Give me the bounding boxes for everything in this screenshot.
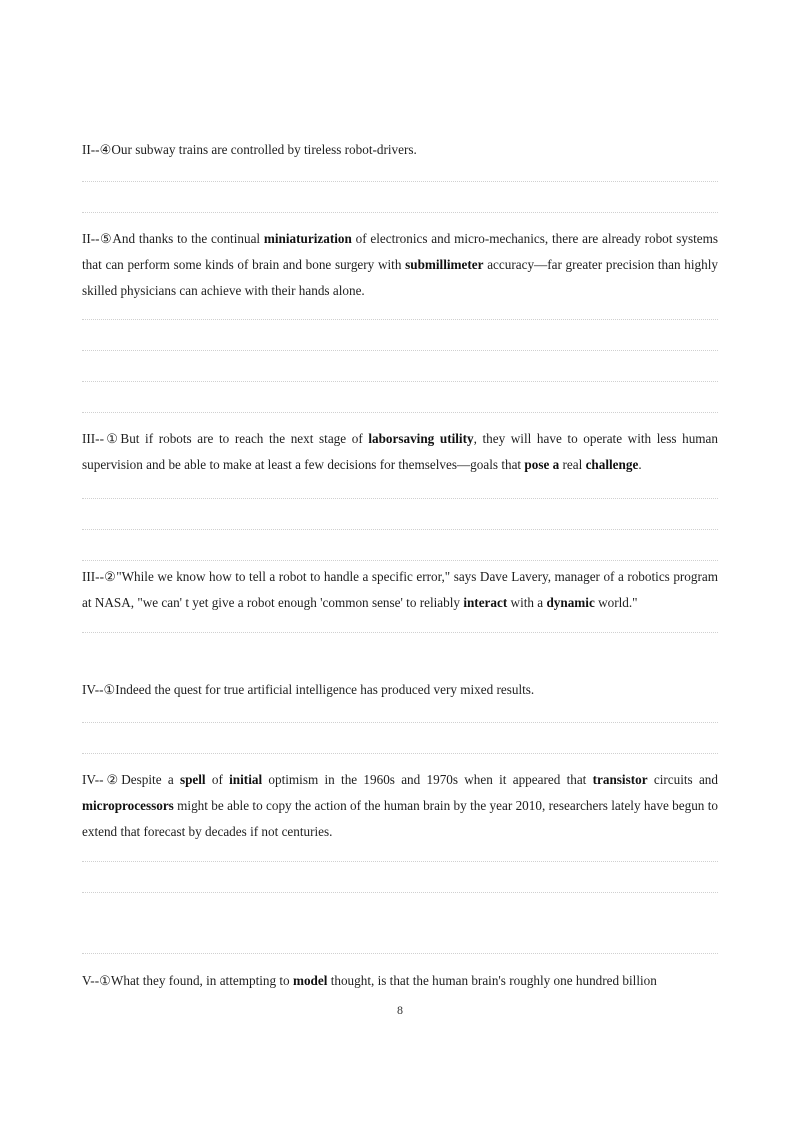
text-segment: V--①What they found, in attempting to — [82, 973, 293, 988]
answer-line — [82, 632, 718, 633]
text-segment: of electronics and micro-mechanics, there are already robot systems that can perform some kinds of brain and bone surgery with — [82, 231, 718, 272]
paragraph-III-1 — [82, 426, 718, 478]
page-number: 8 — [397, 1003, 403, 1017]
answer-line — [82, 319, 718, 320]
text-segment: III--②"While we know how to tell a robot to handle a specific error," says Dave Lavery, manager of a robotics program at NASA, "we can' t yet give a robot enough 'common sense' to reliably — [82, 569, 718, 610]
text-segment: IV--②Despite a — [82, 772, 180, 787]
answer-line — [82, 412, 718, 413]
keyword: spell — [179, 772, 206, 787]
keyword: transistor — [592, 772, 648, 787]
answer-line — [82, 181, 718, 182]
answer-line — [82, 529, 718, 530]
text-segment: might be able to copy the action of the human brain by the year 2010, researchers lately have begun to extend that forecast by decades if not centuries. — [82, 798, 718, 839]
text-segment: IV--①Indeed the quest for true artificial intelligence has produced very mixed results. — [82, 682, 535, 697]
answer-line — [82, 381, 718, 382]
text-segment: world." — [594, 595, 638, 610]
answer-line — [82, 892, 718, 893]
text-segment: real — [559, 457, 586, 472]
keyword: miniaturization — [263, 231, 352, 246]
keyword: initial — [229, 772, 263, 787]
keyword: pose a — [524, 457, 560, 472]
answer-line — [82, 953, 718, 954]
paragraph-II-4 — [82, 137, 718, 163]
text-segment: circuits and — [647, 772, 718, 787]
keyword: interact — [463, 595, 508, 610]
keyword: challenge — [585, 457, 639, 472]
paragraph-IV-2 — [82, 767, 718, 845]
text-segment: optimism in the 1960s and 1970s when it appeared that — [262, 772, 593, 787]
paragraph-II-5 — [82, 226, 718, 304]
paragraph-III-2 — [82, 564, 718, 616]
answer-line — [82, 350, 718, 351]
answer-line — [82, 753, 718, 754]
keyword: dynamic — [546, 595, 595, 610]
answer-line — [82, 861, 718, 862]
text-segment: accuracy—far greater precision than highly skilled physicians can achieve with their hands alone. — [82, 257, 718, 298]
answer-line — [82, 560, 718, 561]
text-segment: of — [205, 772, 230, 787]
paragraph-IV-1 — [82, 677, 718, 703]
keyword: submillimeter — [405, 257, 484, 272]
text-segment: with a — [507, 595, 547, 610]
answer-line — [82, 212, 718, 213]
answer-line — [82, 722, 718, 723]
paragraph-V-1 — [82, 968, 718, 994]
text-segment: . — [638, 457, 642, 472]
keyword: laborsaving utility — [368, 431, 474, 446]
text-segment: II--④Our subway trains are controlled by tireless robot-drivers. — [82, 142, 417, 157]
keyword: microprocessors — [82, 798, 174, 813]
text-segment: thought, is that the human brain's roughly one hundred billion — [327, 973, 657, 988]
text-segment: II--⑤And thanks to the continual — [82, 231, 264, 246]
text-segment: III--①But if robots are to reach the next stage of — [82, 431, 369, 446]
keyword: model — [292, 973, 328, 988]
text-segment: , they will have to operate with less human supervision and be able to make at least a few decisions for themselves—goals that — [82, 431, 719, 472]
answer-line — [82, 498, 718, 499]
